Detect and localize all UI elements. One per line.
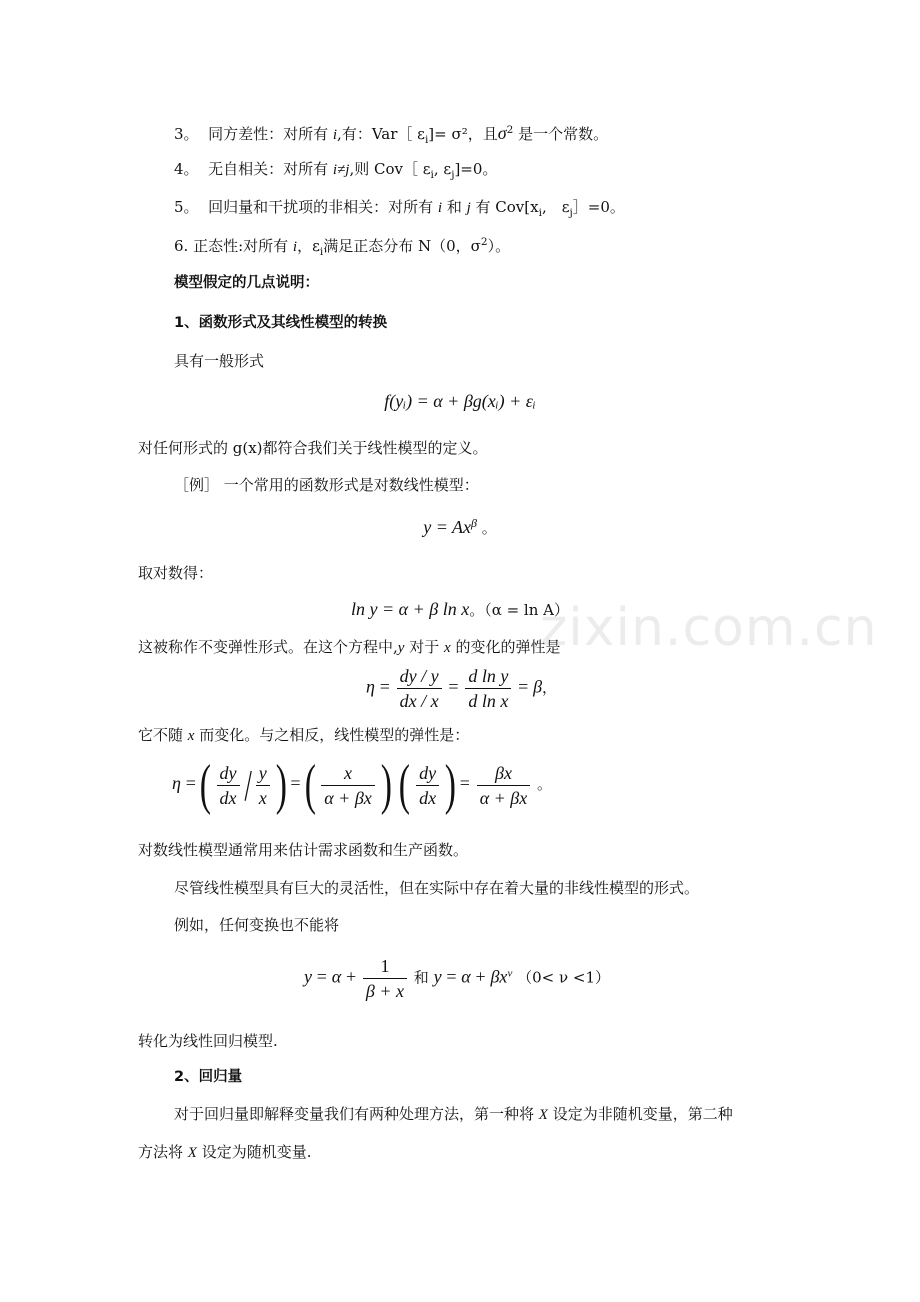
assumption-6 — [174, 235, 510, 258]
math-var: X — [538, 1107, 548, 1123]
math-var: X — [187, 1145, 197, 1161]
math-var: x — [187, 728, 195, 744]
superscript: 2 — [506, 124, 514, 136]
math-var: i — [292, 239, 298, 255]
math-var: i — [437, 200, 443, 216]
assumption-4 — [174, 158, 497, 181]
example-text: ［例］ 一个常用的函数形式是对数线性模型： — [174, 476, 479, 494]
eq-main: ln y = α + β ln x — [351, 599, 470, 619]
eq-condition: （0< ν <1） — [517, 968, 610, 987]
text: ，ε — [297, 237, 320, 255]
subscript: i — [319, 246, 324, 258]
text: 方法将 — [138, 1143, 188, 1161]
text: 对于回归量即解释变量我们有两种处理方法，第一种将 — [174, 1105, 539, 1123]
item-number: 4。 — [174, 160, 199, 178]
assumption-3 — [174, 122, 608, 146]
to-linear-text: 转化为线性回归模型. — [138, 1032, 278, 1050]
text: ]= σ²，且 — [428, 125, 498, 143]
math-var: y — [397, 640, 405, 656]
math-var: x — [444, 640, 451, 656]
text: 和 — [442, 198, 467, 216]
text: , ε — [433, 160, 452, 178]
section-2-heading: 2、回归量 — [174, 1069, 243, 1085]
subscript: i — [424, 134, 429, 146]
equation-elasticity-loglinear: η = $\frac{dy / y}{dx / x}$ = $\frac{\text{d ln y}}{\text{d ln x}}$ = β， — [366, 666, 558, 711]
text: 有 Cov[x — [470, 198, 539, 216]
text: 满足正态分布 N（0，σ — [323, 237, 481, 255]
subscript: i — [430, 169, 434, 181]
text: 设定为随机变量. — [196, 1143, 312, 1161]
text: 无自相关：对所有 — [208, 160, 333, 178]
item-number: 3。 — [174, 125, 199, 143]
eq-connector: 和 — [413, 968, 429, 987]
eq-tail: 。 — [537, 775, 553, 793]
section-1-heading: 1、函数形式及其线性模型的转换 — [174, 315, 388, 331]
text: ）。 — [487, 237, 511, 255]
text: 这被称作不变弹性形式。在这个方程中, — [138, 638, 398, 656]
equation-nonlinear: y = α + $\frac{1}{\beta + x}$ 和 $y = \alpha + \beta x^\nu$ （0< ν <1） — [304, 956, 610, 1001]
fraction: $\frac{\text{d ln y}}{\text{d ln x}}$ — [465, 664, 511, 713]
equation-general-form: f(yᵢ) = α + βg(xᵢ) + εᵢ — [384, 391, 536, 411]
math-var: i≠j — [332, 162, 350, 178]
eq-exponent: β — [471, 516, 477, 530]
not-vary-text — [138, 724, 469, 747]
text: 是一个常数。 — [513, 125, 609, 143]
math-var: i — [332, 127, 338, 143]
text: , ε — [541, 198, 570, 216]
text: 而变化。与之相反，线性模型的弹性是： — [194, 726, 470, 744]
fraction: $\frac{dy / y}{dx / x}$ — [397, 664, 442, 713]
text: ,有：Var［ ε — [337, 125, 425, 143]
assumption-5 — [174, 196, 625, 219]
eq-tail: ， — [542, 678, 558, 697]
item-number: 5。 — [174, 198, 199, 216]
loglinear-use-text: 对数线性模型通常用来估计需求函数和生产函数。 — [138, 841, 469, 859]
text: 回归量和干扰项的非相关：对所有 — [208, 198, 438, 216]
subscript: j — [569, 207, 573, 219]
text: ］=0。 — [572, 198, 625, 216]
text: 它不随 — [138, 726, 188, 744]
text: ,则 Cov［ ε — [349, 160, 431, 178]
sigma-symbol: σ — [497, 123, 507, 143]
text: 6. 正态性:对所有 — [174, 237, 293, 255]
watermark: zixin.com.cn — [540, 598, 878, 658]
text: 设定为非随机变量，第二种 — [547, 1105, 733, 1123]
regressor-text-line1 — [174, 1103, 733, 1126]
text: 对于 — [404, 638, 444, 656]
constant-elasticity-text — [138, 636, 560, 659]
text: 同方差性：对所有 — [208, 125, 333, 143]
superscript: 2 — [480, 236, 488, 248]
flexibility-text: 尽管线性模型具有巨大的灵活性，但在实际中存在着大量的非线性模型的形式。 — [174, 879, 700, 897]
eta: η — [366, 676, 375, 697]
regressor-text-line2 — [138, 1141, 312, 1164]
subscript: i — [538, 207, 542, 219]
eq-tail: 。（α = ln A） — [469, 601, 569, 619]
general-form-text: 具有一般形式 — [174, 352, 265, 370]
eq-tail: 。 — [477, 519, 497, 537]
for-example-text: 例如，任何变换也不能将 — [174, 916, 340, 934]
notes-heading: 模型假定的几点说明： — [174, 275, 319, 291]
eq-main: y = Ax — [423, 517, 472, 537]
subscript: j — [451, 169, 455, 181]
any-g-text: 对任何形式的 g(x)都符合我们关于线性模型的定义。 — [138, 439, 488, 457]
text: ]=0。 — [454, 160, 498, 178]
text: 的变化的弹性是 — [450, 638, 561, 656]
equation-elasticity-linear: η =( $\frac{dy}{dx}$ / $\frac{y}{x}$ ) =( $\frac{x}{\alpha + \beta x}$ ) ( $\frac{dy}{dx}$ ) = $\frac{\beta x}{\alpha + \beta x}$ 。 — [172, 754, 553, 816]
take-log-text: 取对数得： — [138, 564, 214, 582]
math-var: j — [466, 200, 471, 216]
equation-loglinear — [0, 516, 920, 539]
